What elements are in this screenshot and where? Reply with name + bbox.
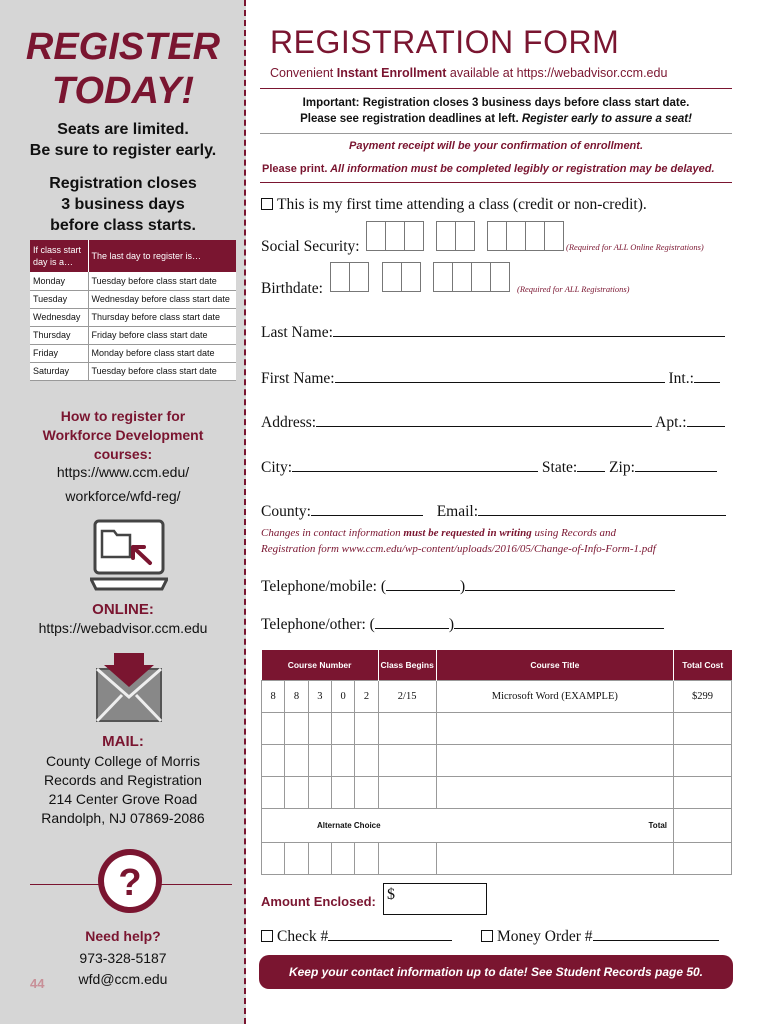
check-label: Check # (277, 928, 329, 945)
changes-link[interactable]: Registration form www.ccm.edu/wp-content/uploads/2016/05/Change-of-Info-Form-1.pdf (261, 543, 656, 555)
city-field[interactable] (292, 458, 538, 472)
last-name-row[interactable] (261, 323, 725, 342)
table-cell: Friday before class start date (88, 326, 236, 344)
changes-text: using Records and (531, 527, 616, 539)
table-row (262, 776, 732, 808)
table-row (262, 680, 732, 712)
course-title-cell[interactable] (436, 842, 673, 874)
check-checkbox[interactable] (261, 930, 273, 942)
ssn-digit[interactable] (366, 221, 386, 251)
help-heading: Need help? (85, 928, 161, 944)
money-order-label: Money Order # (497, 928, 593, 945)
course-digit[interactable] (262, 744, 285, 776)
table-row (262, 744, 732, 776)
table-row (262, 712, 732, 744)
course-digit[interactable] (355, 776, 378, 808)
course-digit[interactable] (262, 776, 285, 808)
seats-line1: Seats are limited. (57, 121, 189, 138)
course-digit[interactable] (331, 744, 354, 776)
tel-mobile-number[interactable] (465, 577, 675, 591)
email-label: Email: (436, 503, 479, 520)
table-cell: Tuesday (30, 290, 88, 308)
course-digit[interactable] (308, 744, 331, 776)
receipt-note: Payment receipt will be your confirmation of enrollment. (349, 140, 643, 152)
ssn-digit[interactable] (525, 221, 545, 251)
total-cost-cell[interactable] (674, 776, 732, 808)
divider (260, 182, 732, 183)
online-url[interactable]: https://webadvisor.ccm.edu (38, 620, 208, 636)
tel-mobile-row[interactable]: Telephone/mobile: ( ) (261, 577, 675, 596)
address-field[interactable] (316, 413, 652, 427)
table-row (30, 272, 236, 290)
important-text: Registration closes 3 business days before class start date. (359, 97, 690, 109)
course-title-cell[interactable] (436, 712, 673, 744)
table-cell: Tuesday before class start date (88, 272, 236, 290)
tel-mobile-area[interactable] (386, 577, 460, 591)
table-cell: Thursday before class start date (88, 308, 236, 326)
table-row (30, 362, 236, 380)
workforce-heading-line3: courses: (93, 446, 153, 462)
course-digit[interactable] (355, 842, 378, 874)
total-label: Total (648, 820, 668, 830)
table-row (262, 842, 732, 874)
form-subtitle (270, 66, 667, 80)
page-number: 44 (30, 976, 45, 991)
birthdate-digit[interactable] (471, 262, 491, 292)
birthdate-digit[interactable] (382, 262, 402, 292)
class-begins-cell[interactable] (378, 776, 436, 808)
workforce-url-line1[interactable]: https://www.ccm.edu/ (56, 464, 190, 480)
course-digit[interactable] (285, 744, 308, 776)
course-table (261, 650, 732, 875)
important-emphasis: Register early to assure a seat! (521, 113, 692, 125)
city-row[interactable] (261, 458, 717, 477)
register-title-line2: TODAY! (51, 70, 195, 112)
ssn-digit[interactable] (455, 221, 475, 251)
int-label: Int.: (668, 370, 694, 387)
class-begins-cell[interactable] (378, 842, 436, 874)
class-begins-cell[interactable] (378, 712, 436, 744)
mail-heading: MAIL: (102, 733, 144, 750)
course-digit[interactable] (308, 712, 331, 744)
contact-info-banner: Keep your contact information up to date! See Student Records page 50. (259, 955, 733, 989)
mail-line1: County College of Morris (45, 753, 201, 769)
help-email[interactable]: wfd@ccm.edu (78, 971, 168, 987)
table-cell: Monday before class start date (88, 344, 236, 362)
county-row[interactable] (261, 502, 726, 521)
alternate-choice-row (262, 808, 732, 842)
address-row[interactable] (261, 413, 725, 432)
course-title-cell[interactable] (436, 744, 673, 776)
check-number-field[interactable] (328, 927, 452, 941)
closes-line2: 3 business days (61, 196, 185, 213)
important-label: Important: (302, 97, 360, 109)
course-digit[interactable]: 0 (331, 680, 354, 712)
mail-line4: Randolph, NJ 07869-2086 (41, 810, 205, 826)
course-digit[interactable] (285, 842, 308, 874)
changes-text: Changes in contact information (261, 527, 404, 539)
table-row (30, 290, 236, 308)
mail-line2: Records and Registration (44, 772, 202, 788)
online-heading: ONLINE: (92, 601, 154, 618)
table-row (30, 308, 236, 326)
birthdate-digit[interactable] (401, 262, 421, 292)
ssn-digit[interactable] (385, 221, 405, 251)
tel-other-row[interactable]: Telephone/other: ( ) (261, 615, 664, 634)
important-text: Please see registration deadlines at left. (300, 113, 522, 125)
alternate-label: Alternate Choice (317, 820, 381, 830)
first-time-label: This is my first time attending a class (credit or non-credit). (277, 196, 647, 213)
mail-icon (94, 653, 164, 725)
print-text: All information must be completed legibly or registration may be delayed. (327, 163, 715, 175)
course-digit[interactable]: 2 (355, 680, 378, 712)
table-cell: Friday (30, 344, 88, 362)
important-line1 (260, 95, 732, 112)
grand-total-cell[interactable] (674, 808, 732, 842)
print-label: Please print. (262, 163, 328, 175)
important-line2 (260, 111, 732, 128)
ssn-label: Social Security: (261, 238, 360, 255)
city-label: City: (261, 459, 293, 476)
course-title-cell[interactable] (436, 776, 673, 808)
divider (260, 88, 732, 89)
workforce-heading-line1: How to register for (60, 408, 186, 424)
mail-line3: 214 Center Grove Road (48, 791, 198, 807)
table-cell: Wednesday (30, 308, 88, 326)
ssn-digit[interactable] (436, 221, 456, 251)
class-begins-cell[interactable]: 2/15 (378, 680, 436, 712)
tel-other-area[interactable] (375, 615, 449, 629)
sidebar (0, 0, 246, 1024)
amount-enclosed-label: Amount Enclosed: (261, 894, 376, 909)
svg-text:?: ? (118, 862, 142, 904)
birthdate-label: Birthdate: (261, 280, 323, 297)
table-cell: Tuesday before class start date (88, 362, 236, 380)
last-name-label: Last Name: (261, 324, 333, 341)
course-digit[interactable] (331, 842, 354, 874)
total-cost-cell[interactable] (674, 744, 732, 776)
first-name-field[interactable] (335, 369, 665, 383)
tel-other-number[interactable] (454, 615, 664, 629)
subtitle-text: available at https://webadvisor.ccm.edu (446, 66, 668, 80)
course-digit[interactable] (308, 776, 331, 808)
seats-line2: Be sure to register early. (29, 142, 217, 159)
help-phone[interactable]: 973-328-5187 (79, 950, 167, 966)
deadline-table (30, 240, 236, 381)
subtitle-text: Convenient (270, 66, 337, 80)
first-name-row[interactable] (261, 369, 720, 388)
alternate-choice-label (262, 808, 674, 842)
register-title-line1: REGISTER (25, 26, 221, 68)
course-digit[interactable] (331, 712, 354, 744)
apt-label: Apt.: (655, 414, 687, 431)
course-digit[interactable]: 3 (308, 680, 331, 712)
divider (260, 133, 732, 134)
money-order-number-field[interactable] (593, 927, 719, 941)
int-field[interactable] (694, 369, 720, 383)
first-name-label: First Name: (261, 370, 335, 387)
workforce-heading-line2: Workforce Development (42, 427, 204, 443)
birthdate-digit[interactable] (452, 262, 472, 292)
total-cost-cell[interactable] (674, 842, 732, 874)
subtitle-bold: Instant Enrollment (336, 66, 447, 80)
course-digit[interactable]: 8 (285, 680, 308, 712)
workforce-url-line2[interactable]: workforce/wfd-reg/ (65, 488, 181, 504)
ssn-digit[interactable] (544, 221, 564, 251)
first-time-checkbox[interactable] (261, 198, 273, 210)
deadline-header-last-day: The last day to register is… (88, 240, 236, 272)
ssn-digit[interactable] (404, 221, 424, 251)
table-row (30, 344, 236, 362)
form-title: REGISTRATION FORM (270, 24, 620, 60)
course-digit[interactable] (262, 712, 285, 744)
changes-note (261, 525, 731, 557)
amount-enclosed-field[interactable]: $ (383, 883, 487, 915)
total-cost-cell[interactable] (674, 712, 732, 744)
birthdate-digit[interactable] (433, 262, 453, 292)
class-begins-cell[interactable] (378, 744, 436, 776)
zip-field[interactable] (635, 458, 717, 472)
course-digit[interactable]: 8 (262, 680, 285, 712)
last-name-field[interactable] (333, 323, 725, 337)
print-note (262, 163, 715, 175)
deadline-header-day: If class start day is a… (30, 240, 88, 272)
table-cell: Wednesday before class start date (88, 290, 236, 308)
birthdate-digit[interactable] (490, 262, 510, 292)
table-row (30, 326, 236, 344)
email-field[interactable] (478, 502, 726, 516)
tel-mobile-label: Telephone/mobile: (261, 578, 377, 595)
total-cost-cell[interactable]: $299 (674, 680, 732, 712)
table-cell: Monday (30, 272, 88, 290)
state-label: State: (541, 459, 578, 476)
table-cell: Saturday (30, 362, 88, 380)
apt-field[interactable] (687, 413, 725, 427)
money-order-row[interactable] (481, 927, 719, 946)
zip-label: Zip: (609, 459, 635, 476)
course-number-header: Course Number (262, 650, 379, 680)
course-digit[interactable] (308, 842, 331, 874)
changes-bold: must be requested in writing (403, 527, 532, 539)
ssn-digit[interactable] (506, 221, 526, 251)
address-label: Address: (261, 414, 317, 431)
money-order-checkbox[interactable] (481, 930, 493, 942)
course-digit[interactable] (331, 776, 354, 808)
class-begins-header: Class Begins (378, 650, 436, 680)
county-label: County: (261, 503, 311, 520)
course-digit[interactable] (285, 712, 308, 744)
course-digit[interactable] (355, 712, 378, 744)
tel-other-label: Telephone/other: (261, 616, 366, 633)
first-time-checkbox-row[interactable] (261, 196, 647, 214)
closes-line3: before class starts. (50, 217, 196, 234)
ssn-digit[interactable] (487, 221, 507, 251)
question-icon (96, 847, 164, 915)
computer-icon (90, 517, 168, 595)
total-cost-header: Total Cost (674, 650, 732, 680)
course-digit[interactable] (355, 744, 378, 776)
closes-line1: Registration closes (49, 175, 197, 192)
table-cell: Thursday (30, 326, 88, 344)
ssn-note: (Required for ALL Online Registrations) (566, 242, 704, 252)
county-field[interactable] (311, 502, 423, 516)
check-row[interactable] (261, 927, 452, 946)
birthdate-note: (Required for ALL Registrations) (517, 284, 630, 294)
course-title-cell[interactable]: Microsoft Word (EXAMPLE) (436, 680, 673, 712)
state-field[interactable] (577, 458, 605, 472)
course-digit[interactable] (285, 776, 308, 808)
course-digit[interactable] (262, 842, 285, 874)
birthdate-digit[interactable] (349, 262, 369, 292)
birthdate-digit[interactable] (330, 262, 350, 292)
course-title-header: Course Title (436, 650, 673, 680)
